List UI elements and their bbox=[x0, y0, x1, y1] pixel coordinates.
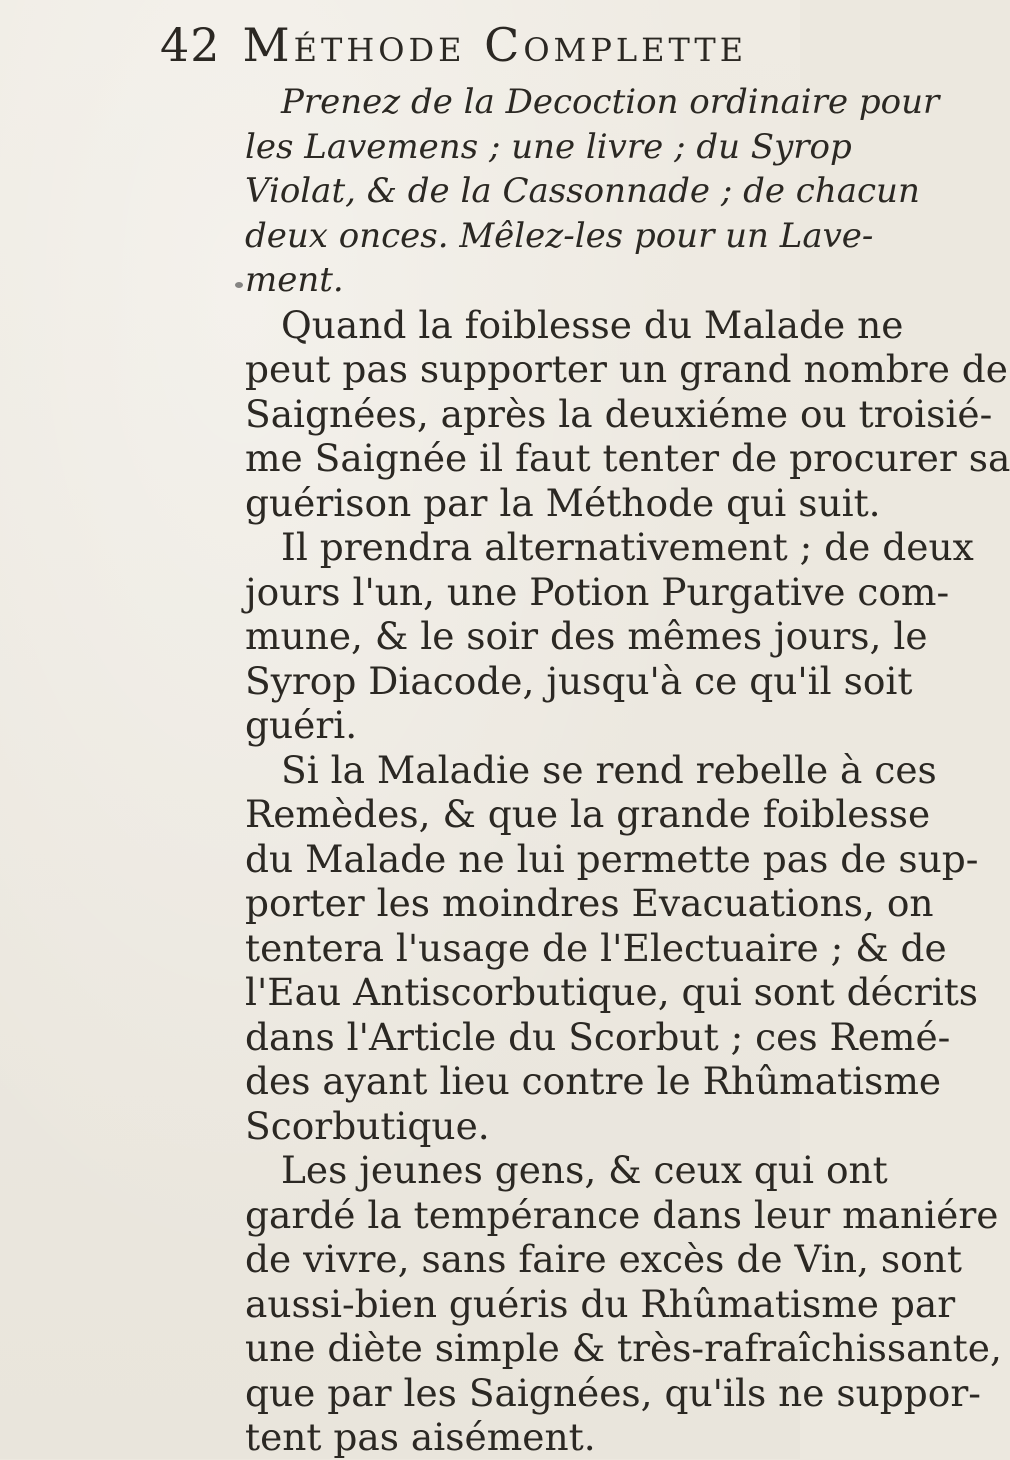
text-line: guéri. bbox=[245, 703, 358, 747]
text-line: Scorbutique. bbox=[245, 1103, 490, 1148]
text-line: une diète simple & très-rafraîchissante, bbox=[245, 1326, 1002, 1370]
text-line: l'Eau Antiscorbutique, qui sont décrits bbox=[245, 970, 979, 1014]
text-line: jours l'un, une Potion Purgative com- bbox=[245, 569, 950, 614]
text-line: me Saignée il faut tenter de procurer sa bbox=[245, 436, 1010, 480]
text-line: les Lavemens ; une livre ; du Syrop bbox=[245, 126, 852, 167]
text-line: du Malade ne lui permette pas de sup- bbox=[245, 836, 979, 881]
text-line: que par les Saignées, qu'ils ne suppor- bbox=[245, 1370, 981, 1415]
text-line: Syrop Diacode, jusqu'à ce qu'il soit bbox=[245, 658, 913, 703]
text-line: deux onces. Mêlez-les pour un Lave- bbox=[245, 215, 874, 256]
text-line: porter les moindres Evacuations, on bbox=[245, 881, 934, 925]
text-line: tent pas aisément. bbox=[245, 1415, 596, 1459]
text-line: Prenez de la Decoction ordinaire pour bbox=[281, 82, 940, 122]
text-line: Quand la foiblesse du Malade ne bbox=[281, 302, 904, 347]
text-line: Il prendra alternativement ; de deux bbox=[281, 525, 974, 569]
page-body-text bbox=[245, 80, 1010, 1460]
text-line: de vivre, sans faire excès de Vin, sont bbox=[245, 1237, 962, 1281]
running-title: Méthode Complette bbox=[242, 18, 748, 72]
margin-ink-mark bbox=[235, 282, 243, 288]
page-number: 42 bbox=[160, 18, 221, 72]
text-line: dans l'Article du Scorbut ; ces Remé- bbox=[245, 1014, 951, 1059]
text-line: guérison par la Méthode qui suit. bbox=[245, 480, 881, 525]
text-line: mune, & le soir des mêmes jours, le bbox=[245, 614, 928, 658]
text-line: Remèdes, & que la grande foiblesse bbox=[245, 792, 931, 836]
text-line: Les jeunes gens, & ceux qui ont bbox=[281, 1148, 888, 1192]
text-line: aussi-bien guéris du Rhûmatisme par bbox=[245, 1281, 956, 1326]
text-line: gardé la tempérance dans leur maniére bbox=[245, 1192, 999, 1237]
text-line: Saignées, après la deuxiéme ou troisié- bbox=[245, 391, 993, 436]
text-line: tentera l'usage de l'Electuaire ; & de bbox=[245, 925, 947, 970]
text-line: Violat, & de la Cassonnade ; de chacun bbox=[245, 171, 920, 211]
running-header bbox=[160, 18, 747, 72]
text-line: peut pas supporter un grand nombre de bbox=[245, 347, 1009, 391]
text-line: ment. bbox=[245, 260, 344, 300]
text-line: des ayant lieu contre le Rhûmatisme bbox=[245, 1059, 942, 1103]
text-line: Si la Maladie se rend rebelle à ces bbox=[281, 747, 937, 792]
